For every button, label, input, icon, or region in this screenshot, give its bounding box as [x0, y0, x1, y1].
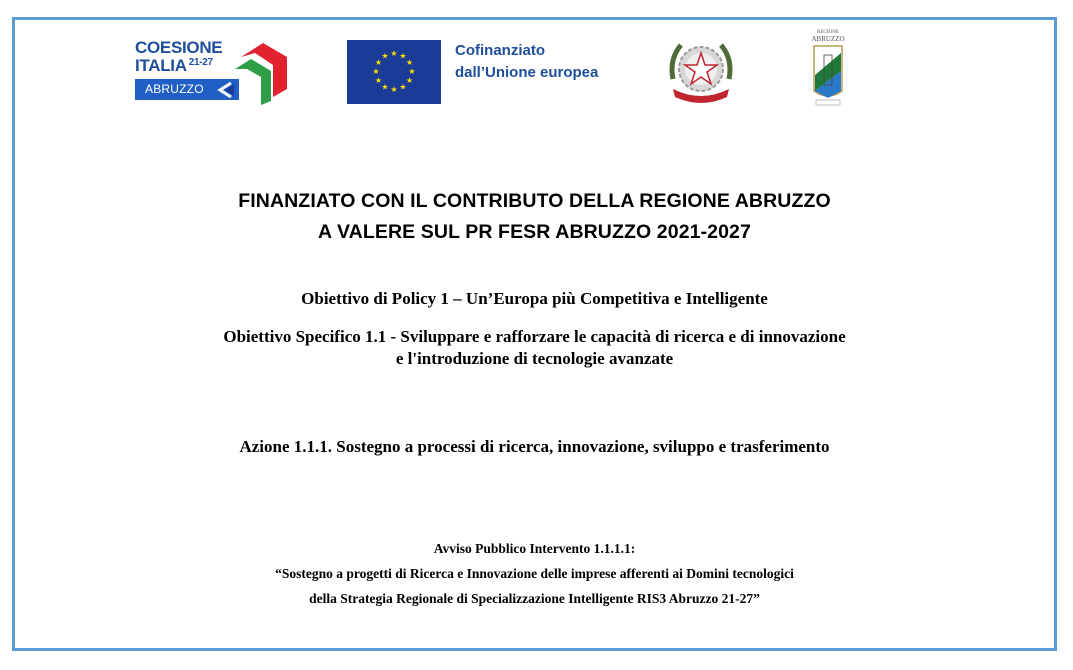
policy-objective: Obiettivo di Policy 1 – Un’Europa più Competitiva e Intelligente — [301, 289, 768, 308]
action-line: Azione 1.1.1. Sostegno a processi di ricerca, innovazione, sviluppo e trasferimento — [239, 437, 830, 456]
coesione-line2: ITALIA $^{21-27}$ — [135, 56, 213, 75]
svg-text:★: ★ — [408, 67, 416, 76]
eu-stars-icon — [347, 40, 441, 104]
svg-text:★: ★ — [390, 49, 398, 58]
eu-line2: dall’Unione europea — [455, 64, 599, 81]
svg-text:★: ★ — [374, 76, 383, 85]
specific-objective — [12, 326, 1057, 370]
regione-abruzzo-logo — [808, 30, 848, 108]
italia-arrow-icon — [233, 39, 289, 105]
coesione-years: 21-27 — [188, 57, 213, 68]
funding-headline — [12, 186, 1057, 248]
svg-text:★: ★ — [405, 58, 414, 67]
notice-subject-line1: “Sostegno a progetti di Ricerca e Innovazione delle imprese afferenti ai Domini tecnologici — [275, 566, 794, 581]
svg-text:★: ★ — [399, 51, 407, 61]
svg-text:★: ★ — [390, 85, 398, 94]
svg-text:★: ★ — [405, 76, 414, 85]
notice-title: Avviso Pubblico Intervento 1.1.1.1: — [433, 541, 636, 556]
public-notice — [12, 536, 1057, 611]
eu-cofinanced-text — [455, 40, 598, 84]
eu-flag — [347, 40, 441, 104]
headline-line1: FINANZIATO CON IL CONTRIBUTO DELLA REGIONE ABRUZZO — [238, 190, 831, 212]
chevron-left-icon — [215, 81, 235, 99]
specific-objective-line1: Obiettivo Specifico 1.1 - Sviluppare e rafforzare le capacità di ricerca e di innovazione — [223, 327, 846, 346]
coesione-region-label: ABRUZZO — [145, 82, 204, 96]
svg-text:★: ★ — [381, 82, 389, 92]
svg-text:★: ★ — [374, 58, 383, 67]
notice-subject-line2: della Strategia Regionale di Specializzazione Intelligente RIS3 Abruzzo 21-27” — [309, 591, 760, 606]
coesione-italia-logo — [133, 39, 293, 107]
eu-line1: Cofinanziato — [455, 42, 545, 59]
coesione-line1: COESIONE — [135, 38, 223, 57]
regione-label: REGIONE — [817, 30, 839, 35]
headline-line2: A VALERE SUL PR FESR ABRUZZO 2021-2027 — [318, 221, 751, 243]
svg-text:★: ★ — [399, 82, 407, 92]
italian-republic-emblem — [665, 39, 737, 105]
emblem-star-icon — [665, 39, 737, 105]
svg-text:★: ★ — [372, 67, 380, 76]
svg-text:★: ★ — [381, 51, 389, 61]
abruzzo-label: ABRUZZO — [811, 35, 845, 43]
specific-objective-line2: e l'introduzione di tecnologie avanzate — [395, 349, 674, 368]
abruzzo-coat-of-arms-icon — [813, 45, 843, 107]
